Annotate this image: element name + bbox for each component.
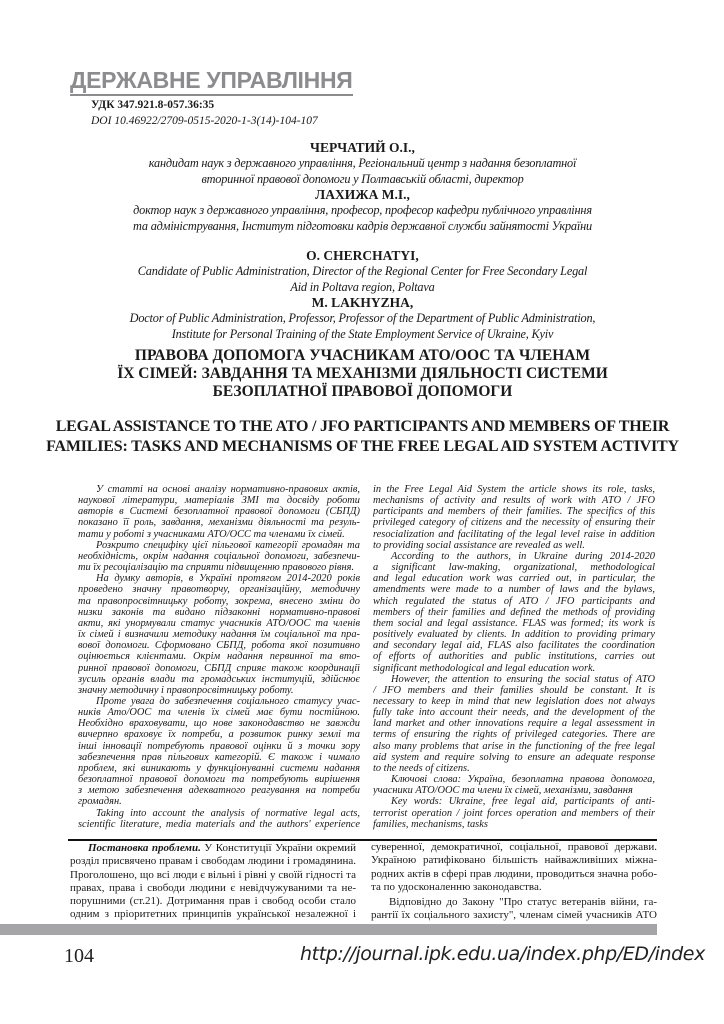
- abstract-line: fully take into account their needs, and the development of the: [373, 707, 655, 719]
- abstract-left-column: [78, 484, 360, 830]
- abstract-line: забезпечення прав пільгових категорій. Є також і чимало: [78, 751, 360, 763]
- title-line: FAMILIES: TASKS AND MECHANISMS OF THE FREE LEGAL AID SYSTEM ACTIVITY: [46, 438, 679, 455]
- body-line: Проголошено, що всі люди є вільні і рівні у своїй гідності та: [70, 868, 356, 881]
- abstract-line: та правопросвітницьку роботу, зокрема, внесено зміни до: [78, 595, 360, 607]
- body-line: правах, права і свободи людини є невідчужуваними та не-: [70, 881, 356, 894]
- abstract-line: positively evaluated by clients. In addition to providing primary: [373, 629, 655, 641]
- article-title-ua: [30, 347, 695, 401]
- abstract-line: land market and other innovations require a legal assessment in: [373, 718, 655, 730]
- abstract-line: in the Free Legal Aid System the article shows its role, tasks,: [373, 484, 655, 495]
- body-left-column: [70, 842, 356, 922]
- abstract-line: з метою забезпечення адекватного реагування на потреби: [78, 785, 360, 797]
- abstract-line: terms of ensuring the rights of privileged categories. There are: [373, 729, 655, 741]
- abstract-line: На думку авторів, в Україні протягом 2014-2020 років: [96, 573, 360, 585]
- abstract-line: проблем, які виникають у функціонуванні системи надання: [78, 762, 360, 774]
- abstract-line: значну методичну і правопросвітницьку роботу.: [78, 684, 294, 696]
- title-line: БЕЗОПЛАТНОЇ ПРАВОВОЇ ДОПОМОГИ: [212, 383, 513, 400]
- authors-en: [30, 248, 695, 342]
- abstract-line: їх сімей і визначили методику надання їм соціальної та пра-: [78, 629, 360, 641]
- abstract-line: Taking into account the analysis of normative legal acts,: [96, 807, 360, 819]
- abstract-line: інші інновації потребують правової оцінки й з точки зору: [78, 740, 360, 752]
- body-line: родних актів в сфері прав людини, проводиться значна робо-: [371, 867, 657, 880]
- abstract-line: According to the authors, in Ukraine during 2014-2020: [391, 550, 655, 562]
- section-title: ДЕРЖАВНЕ УПРАВЛІННЯ: [70, 66, 353, 96]
- author-name: O. CHERCHATYI,: [306, 248, 419, 263]
- abstract-line: зусиль органів влади та громадських інституцій, здійснює: [78, 673, 360, 685]
- abstract-line: Ключові слова: Україна, безоплатна правова допомога,: [391, 774, 655, 786]
- body-line: [70, 842, 356, 855]
- section-lead: Постановка проблеми.: [88, 842, 201, 854]
- abstract-line: учасники АТО/ООС та члени їх сімей, механізми, завдання: [373, 785, 633, 797]
- author-name: ЧЕРЧАТИЙ О.І.,: [310, 140, 415, 155]
- abstract-line: Проте увага до забезпечення соціального статусу учас-: [96, 695, 360, 707]
- abstract-line: members of their families and defined the methods of providing: [373, 606, 655, 618]
- abstract-line: which regulated the status of ATO / JFO participants and: [373, 595, 655, 607]
- body-line: та по удосконаленню законодавства.: [371, 880, 542, 893]
- title-line: LEGAL ASSISTANCE TO THE ATO / JFO PARTICIPANTS AND MEMBERS OF THEIR: [55, 418, 670, 435]
- doi[interactable]: DOI 10.46922/2709-0515-2020-1-3(14)-104-107: [91, 115, 318, 127]
- abstract-line: Необхідно враховувати, що нове законодавство не завжди: [78, 718, 360, 730]
- abstract-line: necessary to keep in mind that new legislation does not always: [373, 695, 655, 707]
- author-affiliation: кандидат наук з державного управління, Регіональний центр з надання безоплатної: [148, 156, 577, 170]
- abstract-line: акти, які унормували статус учасників АТО/ООС та членів: [78, 617, 360, 629]
- body-line: порушними (ст.21). Дотримання прав і свобод особи стало: [70, 895, 356, 908]
- abstract-line: amendments were made to a number of laws and the bylaws,: [373, 584, 655, 596]
- abstract-line: ти їх ресоціалізацію та сприяти підвищенню правового рівня.: [78, 562, 355, 574]
- abstract-line: to the needs of citizens.: [373, 762, 470, 774]
- abstract-line: aid system and require solving to ensure an adequate response: [373, 751, 655, 763]
- article-title-en: [30, 417, 695, 457]
- abstract-line: them social and legal assistance. FLAS was formed; its work is: [373, 617, 655, 629]
- author-name: ЛАХИЖА М.І.,: [315, 187, 410, 202]
- abstract-line: ників Ато/ООС та членів їх сімей має бути постійною.: [78, 707, 360, 719]
- author-affiliation: Institute for Personal Training of the State Employment Service of Ukraine, Kyiv: [171, 326, 554, 341]
- udc-code: УДК 347.921.8-057.36:35: [91, 99, 215, 111]
- author-affiliation: Candidate of Public Administration, Director of the Regional Center for Free Secondary Legal: [137, 264, 588, 278]
- abstract-line: показано її роль, завдання, механізми діяльності та резуль-: [78, 517, 360, 529]
- abstract-line: participants and members of their families. The specifics of this: [373, 506, 655, 518]
- abstract-line: families, mechanisms, tasks: [373, 818, 488, 830]
- abstract-line: However, the attention to ensuring the social status of ATO: [391, 673, 655, 685]
- page-number: 104: [64, 945, 94, 967]
- abstract-line: проведено значну правотворчу, організаційну, методичну: [78, 584, 360, 596]
- body-line: Відповідно до Закону "Про статус ветеранів війни, га-: [389, 896, 657, 909]
- abstract-line: вової допомоги. Сформовано СБПД, робота якої позитивно: [78, 640, 360, 652]
- authors-ua: [30, 140, 695, 234]
- body-line: Україною ратифіковано більшість найважливіших міжна-: [371, 854, 657, 867]
- body-text: У Конституції України окремий: [204, 842, 356, 854]
- abstract-line: and legal education work was carried out, in particular, the: [373, 573, 655, 585]
- author-affiliation: Doctor of Public Administration, Professor, Professor of the Department of Public Administration,: [129, 311, 596, 325]
- author-affiliation: Aid in Poltava region, Poltava: [290, 279, 435, 294]
- abstract-line: a significant law-making, organizational, methodological: [373, 562, 655, 574]
- abstract-line: resocialization and facilitating of the legal level raise in addition: [373, 528, 655, 540]
- abstract-line: наукової літератури, матеріалів ЗМІ та досвіду роботи: [78, 495, 360, 507]
- abstract-line: scientific literature, media materials and the authors' experience: [78, 818, 360, 830]
- abstract-right-column: [373, 484, 655, 830]
- author-affiliation: вторинної правової допомоги у Полтавській області, директор: [201, 171, 524, 186]
- abstract-line: оцінюється клієнтами. Окрім надання первинної та вто-: [78, 651, 360, 663]
- abstract-line: ринної правової допомоги, СБПД сприяє також координації: [78, 662, 360, 674]
- abstract-line: громадян.: [78, 796, 122, 808]
- abstract-line: вичерпно враховує їх потреби, а розвиток ринку землі та: [78, 729, 360, 741]
- footer-bar: [0, 924, 657, 935]
- abstract-line: of efforts of authorities and public institutions, carries out: [373, 651, 655, 663]
- abstract-line: privileged category of citizens and the necessity of ensuring their: [373, 517, 655, 529]
- author-name: M. LAKHYZHA,: [311, 295, 414, 310]
- abstract-line: низки законів та видано підзаконні нормативно-правові: [78, 606, 360, 618]
- journal-url-link[interactable]: http://journal.ipk.edu.ua/index.php/ED/index: [300, 943, 705, 965]
- author-affiliation: та адміністрування, Інститут підготовки кадрів державної служби зайнятості України: [133, 218, 592, 233]
- abstract-line: тати у роботі з учасниками АТО/ОСС та членами їх сімей.: [78, 528, 345, 540]
- abstract-line: необхідність, окрім надання соціальної допомоги, забезпечи-: [78, 550, 360, 562]
- abstract-line: авторів в Системі безоплатної правової допомоги (СБПД): [78, 506, 360, 518]
- body-right-column: [371, 841, 657, 923]
- title-line: ЇХ СІМЕЙ: ЗАВДАННЯ ТА МЕХАНІЗМИ ДІЯЛЬНОСТІ СИСТЕМИ: [117, 365, 608, 382]
- body-line: рантії їх соціального захисту", членам сімей учасників АТО: [371, 909, 657, 922]
- body-line: одним з пріоритетних принципів української незалежної і: [70, 908, 356, 921]
- abstract-line: безоплатної правової допомоги та потребують вирішення: [78, 774, 360, 786]
- abstract-line: to providing social assistance are revealed as well.: [373, 539, 585, 551]
- abstract-line: significant methodological and legal education work.: [373, 662, 596, 674]
- abstract-line: / JFO members and their families should be constant. It is: [373, 684, 655, 696]
- abstract-line: terrorist operation / joint forces operation and members of their: [373, 807, 655, 819]
- abstract-line: and secondary legal aid, FLAS also facilitates the coordination: [373, 640, 655, 652]
- abstract-line: Розкрито специфіку цієї пільгової категорії громадян та: [96, 539, 360, 551]
- body-line: суверенної, демократичної, соціальної, правової держави.: [371, 841, 657, 853]
- abstract-line: also many problems that arise in the functioning of the free legal: [373, 740, 655, 752]
- body-line: розділ присвячено правам і свободам людини і громадянина.: [70, 855, 356, 868]
- abstract-line: У статті на основі аналізу нормативно-правових актів,: [96, 484, 360, 495]
- abstract-line: Key words: Ukraine, free legal aid, participants of anti-: [391, 796, 655, 808]
- abstract-line: mechanisms of activity and results of work with ATO / JFO: [373, 495, 655, 507]
- title-line: ПРАВОВА ДОПОМОГА УЧАСНИКАМ АТО/ООС ТА ЧЛЕНАМ: [134, 347, 591, 364]
- author-affiliation: доктор наук з державного управління, професор, професор кафедри публічного управління: [133, 203, 592, 217]
